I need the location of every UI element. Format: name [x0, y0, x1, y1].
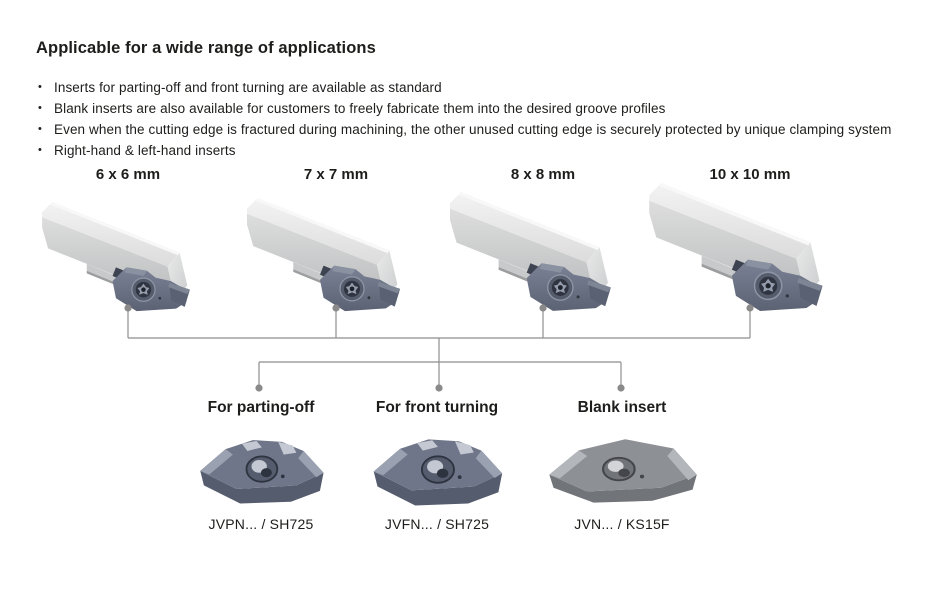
connector-dot	[332, 304, 339, 311]
insert-figure	[193, 426, 329, 514]
insert-type-label: For parting-off	[207, 399, 315, 416]
toolholder-8x8-image	[450, 192, 637, 312]
toolholder-7x7-image	[247, 198, 425, 312]
connector-dot	[539, 304, 546, 311]
holder-group-6x6	[23, 164, 233, 314]
insert-figure	[543, 426, 701, 514]
holder-size-label: 8 x 8 mm	[510, 166, 576, 183]
blank-insert-image	[543, 428, 701, 512]
holder-group-10x10	[645, 164, 855, 314]
bullet-icon: •	[38, 81, 42, 93]
connector-dot	[617, 384, 624, 391]
insert-part-number: JVN... / KS15F	[574, 516, 670, 532]
connector-dot	[435, 384, 442, 391]
bullet-item	[38, 77, 892, 98]
bullet-text: Blank inserts are also available for customers to freely fabricate them into the desired groove profiles	[54, 101, 666, 116]
bullet-text: Inserts for parting-off and front turning are available as standard	[54, 80, 442, 95]
bullet-item	[38, 119, 892, 140]
connector-dot	[124, 304, 131, 311]
holder-size-label: 10 x 10 mm	[709, 166, 791, 183]
bullet-icon: •	[38, 144, 42, 156]
holder-size-label: 6 x 6 mm	[95, 166, 161, 183]
toolholder-6x6-image	[42, 202, 214, 312]
toolholder-10x10-image	[649, 183, 851, 312]
bullet-icon: •	[38, 123, 42, 135]
insert-group-front-turning	[342, 398, 532, 532]
toolholder-figure	[450, 186, 637, 312]
connector-dot	[746, 304, 753, 311]
insert-figure	[366, 426, 508, 514]
bullet-item	[38, 98, 892, 119]
bullet-text: Right-hand & left-hand inserts	[54, 143, 236, 158]
bullet-text: Even when the cutting edge is fractured during machining, the other unused cutting edge is securely protected by unique clamping system	[54, 122, 892, 137]
insert-part-number: JVPN... / SH725	[208, 516, 314, 532]
holder-size-label: 7 x 7 mm	[303, 166, 369, 183]
insert-part-number: JVFN... / SH725	[384, 516, 490, 532]
page-title: Applicable for a wide range of applications	[36, 39, 376, 58]
front-turning-insert-image	[366, 428, 508, 513]
bullet-icon: •	[38, 102, 42, 114]
toolholder-figure	[649, 186, 851, 312]
toolholder-figure	[247, 186, 425, 312]
insert-type-label: Blank insert	[577, 399, 667, 416]
feature-bullet-list	[38, 77, 892, 161]
connector-dot	[255, 384, 262, 391]
holder-group-7x7	[231, 164, 441, 314]
connector-diagram	[0, 300, 950, 400]
toolholder-figure	[42, 186, 214, 312]
insert-type-label: For front turning	[375, 399, 499, 416]
insert-group-parting-off	[166, 398, 356, 532]
holder-group-8x8	[438, 164, 648, 314]
insert-group-blank	[527, 398, 717, 532]
bullet-item	[38, 140, 892, 161]
parting-off-insert-image	[193, 429, 329, 511]
